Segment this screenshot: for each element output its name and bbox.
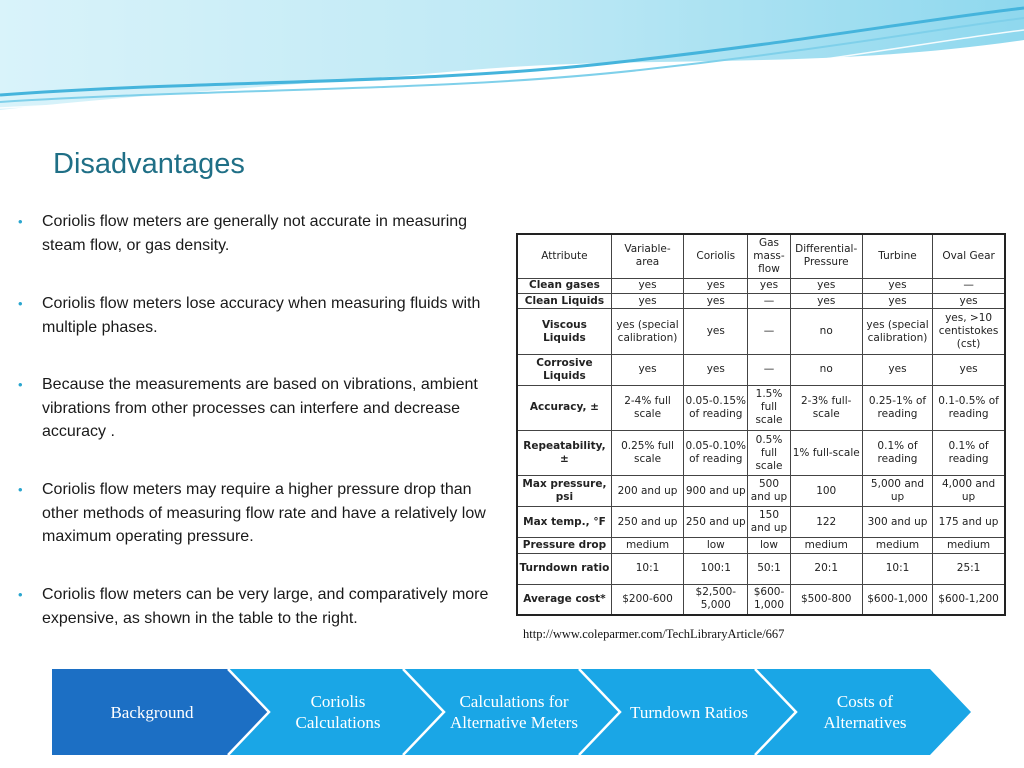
table-cell: 4,000 and up (933, 476, 1005, 507)
nav-step-calculations-alternative-meters[interactable]: Calculations for Alternative Meters (450, 692, 578, 732)
table-cell: 0.1% of reading (933, 431, 1005, 476)
header-wave-decoration (0, 0, 1024, 120)
table-cell: 10:1 (611, 553, 683, 584)
table-cell: 200 and up (611, 476, 683, 507)
row-header: Turndown ratio (517, 553, 611, 584)
row-header: Accuracy, ± (517, 385, 611, 430)
table-cell: 900 and up (684, 476, 748, 507)
table-cell: yes (862, 354, 932, 385)
bullet-item: • Coriolis flow meters are generally not accurate in measuring steam flow, or gas density. (18, 210, 503, 257)
table-cell: yes (special calibration) (862, 309, 932, 354)
column-header: Gas mass-flow (748, 234, 790, 278)
table-cell: yes (790, 278, 862, 293)
slide-title: Disadvantages (53, 148, 245, 180)
table-cell: yes (933, 354, 1005, 385)
table-cell: 25:1 (933, 553, 1005, 584)
table-cell: 2-3% full-scale (790, 385, 862, 430)
table-cell: 500 and up (748, 476, 790, 507)
row-header: Pressure drop (517, 538, 611, 553)
table-cell: low (684, 538, 748, 553)
nav-step-background[interactable]: Background (110, 702, 194, 722)
row-header: Clean gases (517, 278, 611, 293)
table-cell: low (748, 538, 790, 553)
table-cell: yes (684, 278, 748, 293)
bullet-item: • Coriolis flow meters can be very large, and comparatively more expensive, as shown in the table to the right. (18, 583, 503, 630)
table-cell: 0.05-0.10% of reading (684, 431, 748, 476)
table-cell: — (933, 278, 1005, 293)
row-header: Max pressure, psi (517, 476, 611, 507)
table-cell: 0.25% full scale (611, 431, 683, 476)
table-cell: $600-1,000 (748, 584, 790, 615)
table-cell: 100 (790, 476, 862, 507)
table-cell: yes (611, 293, 683, 308)
column-header: Oval Gear (933, 234, 1005, 278)
table-row (517, 553, 1005, 584)
table-cell: 250 and up (684, 507, 748, 538)
table-row (517, 385, 1005, 430)
source-citation: http://www.coleparmer.com/TechLibraryArticle/667 (523, 627, 785, 641)
table-cell: medium (611, 538, 683, 553)
table-cell: $600-1,200 (933, 584, 1005, 615)
bullet-dot-icon: • (18, 482, 23, 497)
table-cell: — (748, 309, 790, 354)
nav-step-coriolis-calculations[interactable]: Coriolis Calculations (295, 692, 381, 732)
table-cell: $200-600 (611, 584, 683, 615)
row-header: Clean Liquids (517, 293, 611, 308)
table-cell: yes (684, 293, 748, 308)
table-cell: no (790, 309, 862, 354)
table-row (517, 538, 1005, 553)
flowmeter-comparison-table (516, 233, 1006, 616)
table-cell: $500-800 (790, 584, 862, 615)
table-cell: $600-1,000 (862, 584, 932, 615)
bullet-dot-icon: • (18, 587, 23, 602)
table-cell: 0.05-0.15% of reading (684, 385, 748, 430)
table-cell: $2,500-5,000 (684, 584, 748, 615)
nav-step-turndown-ratios[interactable]: Turndown Ratios (630, 702, 748, 722)
row-header: Viscous Liquids (517, 309, 611, 354)
column-header: Attribute (517, 234, 611, 278)
table-row (517, 476, 1005, 507)
row-header: Max temp., °F (517, 507, 611, 538)
row-header: Average cost* (517, 584, 611, 615)
column-header: Variable-area (611, 234, 683, 278)
bullet-dot-icon: • (18, 377, 23, 392)
table-cell: 10:1 (862, 553, 932, 584)
table-cell: 150 and up (748, 507, 790, 538)
table-cell: 122 (790, 507, 862, 538)
table-cell: 2-4% full scale (611, 385, 683, 430)
nav-step-costs-of-alternatives[interactable]: Costs of Alternatives (823, 692, 907, 732)
table-row (517, 431, 1005, 476)
table-cell: 250 and up (611, 507, 683, 538)
table-row (517, 309, 1005, 354)
table-cell: 175 and up (933, 507, 1005, 538)
table-cell: 0.1-0.5% of reading (933, 385, 1005, 430)
table-cell: — (748, 293, 790, 308)
column-header: Turbine (862, 234, 932, 278)
bullet-dot-icon: • (18, 296, 23, 311)
table-cell: 1.5% full scale (748, 385, 790, 430)
table-cell: yes (special calibration) (611, 309, 683, 354)
bullet-item: • Coriolis flow meters lose accuracy when measuring fluids with multiple phases. (18, 292, 503, 339)
table-cell: 0.25-1% of reading (862, 385, 932, 430)
bullet-dot-icon: • (18, 214, 23, 229)
table-cell: yes (684, 309, 748, 354)
table-cell: yes (611, 354, 683, 385)
table-row (517, 278, 1005, 293)
table-cell: 0.5% full scale (748, 431, 790, 476)
table-cell: — (748, 354, 790, 385)
table-cell: yes (684, 354, 748, 385)
table-cell: yes (611, 278, 683, 293)
table-row (517, 354, 1005, 385)
table-cell: 5,000 and up (862, 476, 932, 507)
row-header: Repeatability, ± (517, 431, 611, 476)
table-cell: 0.1% of reading (862, 431, 932, 476)
column-header: Coriolis (684, 234, 748, 278)
table-cell: 1% full-scale (790, 431, 862, 476)
table-cell: medium (790, 538, 862, 553)
process-nav (52, 669, 972, 755)
table-cell: 300 and up (862, 507, 932, 538)
table-cell: yes, >10 centistokes (cst) (933, 309, 1005, 354)
table-cell: yes (862, 293, 932, 308)
bullet-item: • Because the measurements are based on vibrations, ambient vibrations from other processes can interfere and decrease accuracy . (18, 373, 503, 444)
column-header: Differential-Pressure (790, 234, 862, 278)
table-cell: yes (748, 278, 790, 293)
table-cell: medium (862, 538, 932, 553)
table-row (517, 584, 1005, 615)
table-row (517, 507, 1005, 538)
table-cell: yes (862, 278, 932, 293)
table-row (517, 293, 1005, 308)
table-cell: medium (933, 538, 1005, 553)
table-cell: yes (933, 293, 1005, 308)
table-cell: 50:1 (748, 553, 790, 584)
table-header-row (517, 234, 1005, 278)
table-cell: yes (790, 293, 862, 308)
bullet-item: • Coriolis flow meters may require a higher pressure drop than other methods of measuring flow rate and have a relatively low maximum operating pressure. (18, 478, 503, 549)
table-cell: 20:1 (790, 553, 862, 584)
table-cell: no (790, 354, 862, 385)
table-cell: 100:1 (684, 553, 748, 584)
row-header: Corrosive Liquids (517, 354, 611, 385)
